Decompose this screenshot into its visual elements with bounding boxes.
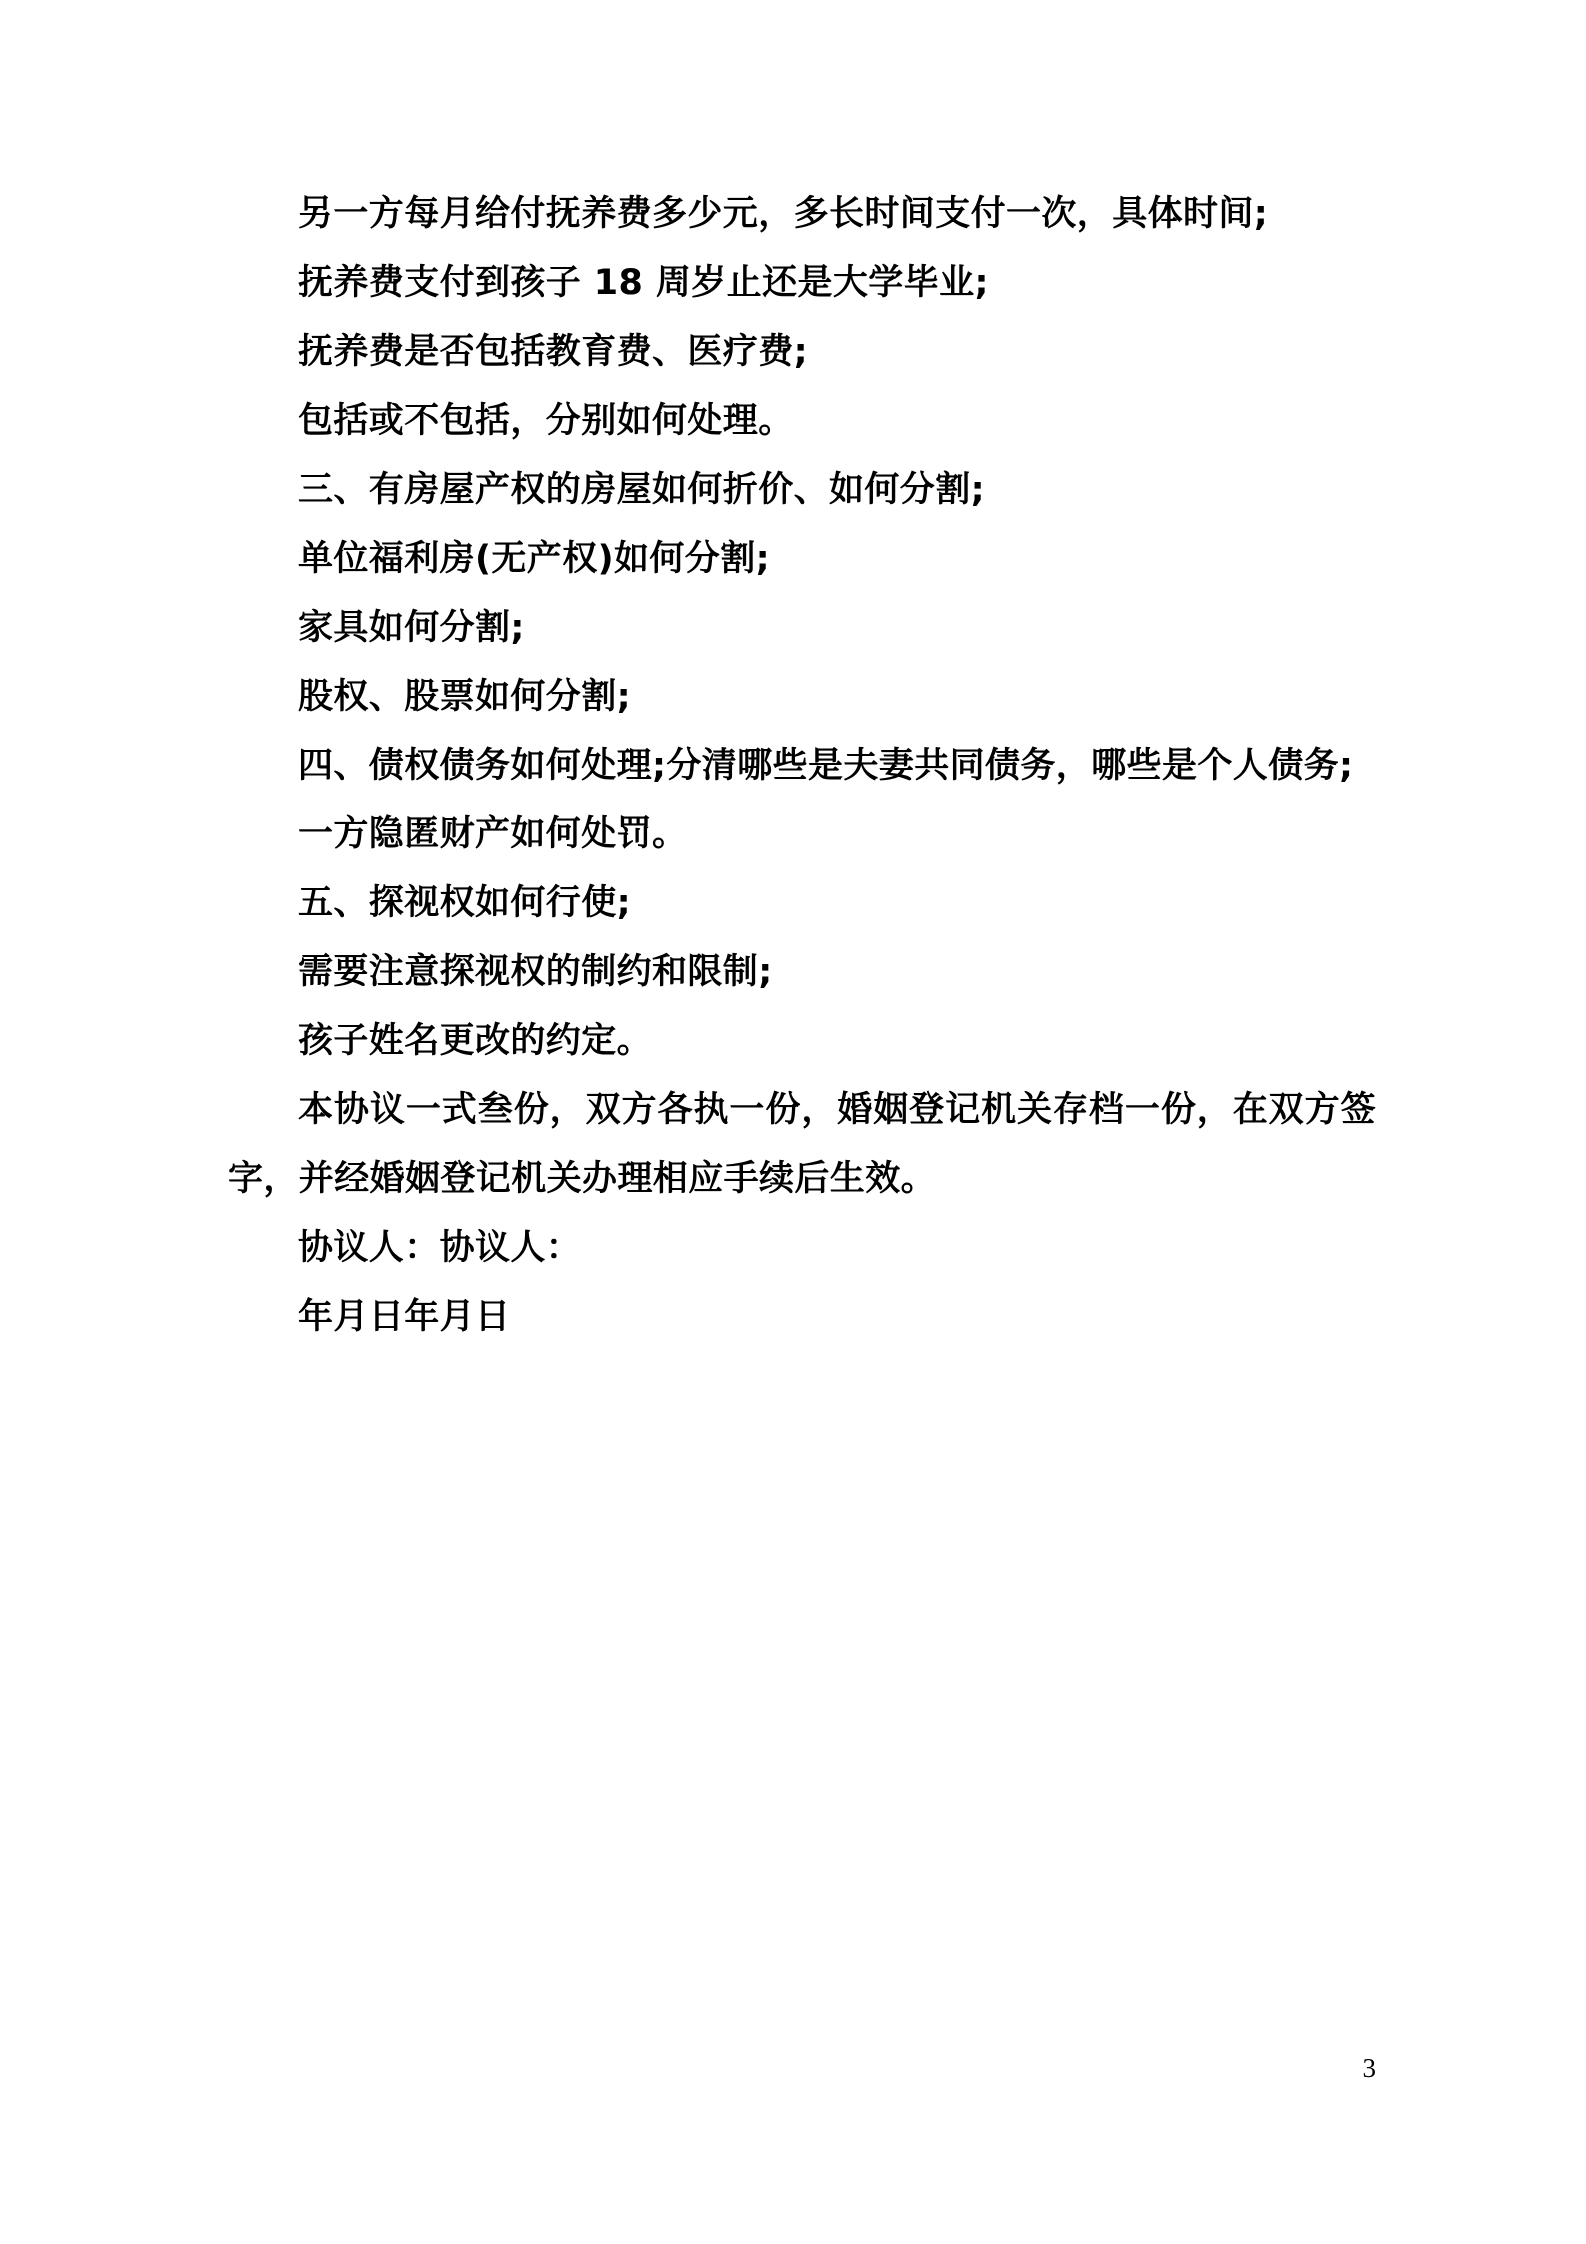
- paragraph: 抚养费支付到孩子 18 周岁止还是大学毕业;: [298, 262, 989, 303]
- paragraph: 年月日年月日: [298, 1297, 511, 1337]
- paragraph: 单位福利房(无产权)如何分割;: [298, 538, 770, 579]
- document-body: [228, 180, 1376, 1352]
- paragraph: 家具如何分割;: [298, 607, 525, 648]
- page-number: 3: [1362, 2053, 1376, 2083]
- paragraph: 五、探视权如何行使;: [298, 883, 631, 924]
- paragraph: 包括或不包括，分别如何处理。: [298, 400, 794, 441]
- paragraph: 协议人：协议人：: [298, 1228, 582, 1269]
- paragraph: 需要注意探视权的制约和限制;: [298, 952, 773, 993]
- paragraph: 孩子姓名更改的约定。: [298, 1021, 653, 1062]
- paragraph: 另一方每月给付抚养费多少元，多长时间支付一次，具体时间;: [298, 194, 1269, 234]
- paragraph: 本协议一式叁份，双方各执一份，婚姻登记机关存档一份，在双方签字，并经婚姻登记机关办理相应手续后生效。: [228, 1090, 1376, 1200]
- paragraph: 四、债权债务如何处理;分清哪些是夫妻共同债务，哪些是个人债务;: [298, 745, 1354, 786]
- paragraph: 一方隐匿财产如何处罚。: [298, 814, 688, 855]
- paragraph: 三、有房屋产权的房屋如何折价、如何分割;: [298, 469, 985, 510]
- paragraph: 股权、股票如何分割;: [298, 676, 631, 717]
- paragraph: 抚养费是否包括教育费、医疗费;: [298, 331, 808, 372]
